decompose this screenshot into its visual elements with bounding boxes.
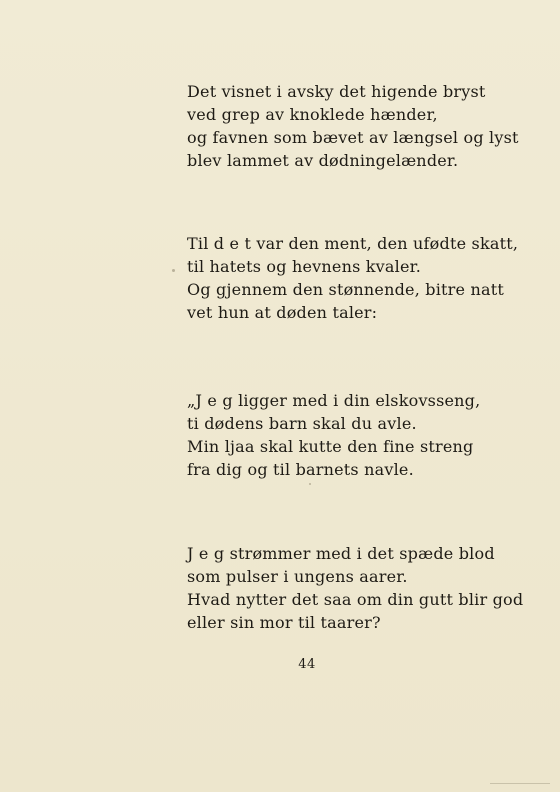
poem-line: blev lammet av dødningelænder.	[187, 151, 459, 170]
poem-line: Og gjennem den stønnende, bitre natt	[187, 280, 504, 299]
poem-line: eller sin mor til taarer?	[187, 613, 381, 632]
poem-line: J e g strømmer med i det spæde blod	[187, 544, 495, 563]
stanza-2	[187, 232, 527, 324]
poem-line: ved grep av knoklede hænder,	[187, 105, 438, 124]
poem-line: og favnen som bævet av længsel og lyst	[187, 128, 519, 147]
poem-line: til hatets og hevnens kvaler.	[187, 257, 422, 276]
poem-line: Det visnet i avsky det higende bryst	[187, 82, 486, 101]
poem-line: ti dødens barn skal du avle.	[187, 414, 417, 433]
poem-line: „J e g ligger med i din elskovsseng,	[187, 391, 481, 410]
stanza-4	[187, 542, 527, 634]
poem-line: vet hun at døden taler:	[187, 303, 378, 322]
paper-speck	[309, 483, 311, 485]
poem-line: Til d e t var den ment, den ufødte skatt,	[187, 234, 519, 253]
paper-speck	[172, 269, 175, 272]
page-edge-mark	[490, 783, 550, 784]
poem-line: fra dig og til barnets navle.	[187, 460, 414, 479]
poem-line: som pulser i ungens aarer.	[187, 567, 408, 586]
stanza-3	[187, 389, 527, 481]
poem-line: Min ljaa skal kutte den fine streng	[187, 437, 474, 456]
poem-line: Hvad nytter det saa om din gutt blir god	[187, 590, 524, 609]
stanza-1	[187, 80, 527, 172]
page-number: 44	[298, 657, 316, 672]
